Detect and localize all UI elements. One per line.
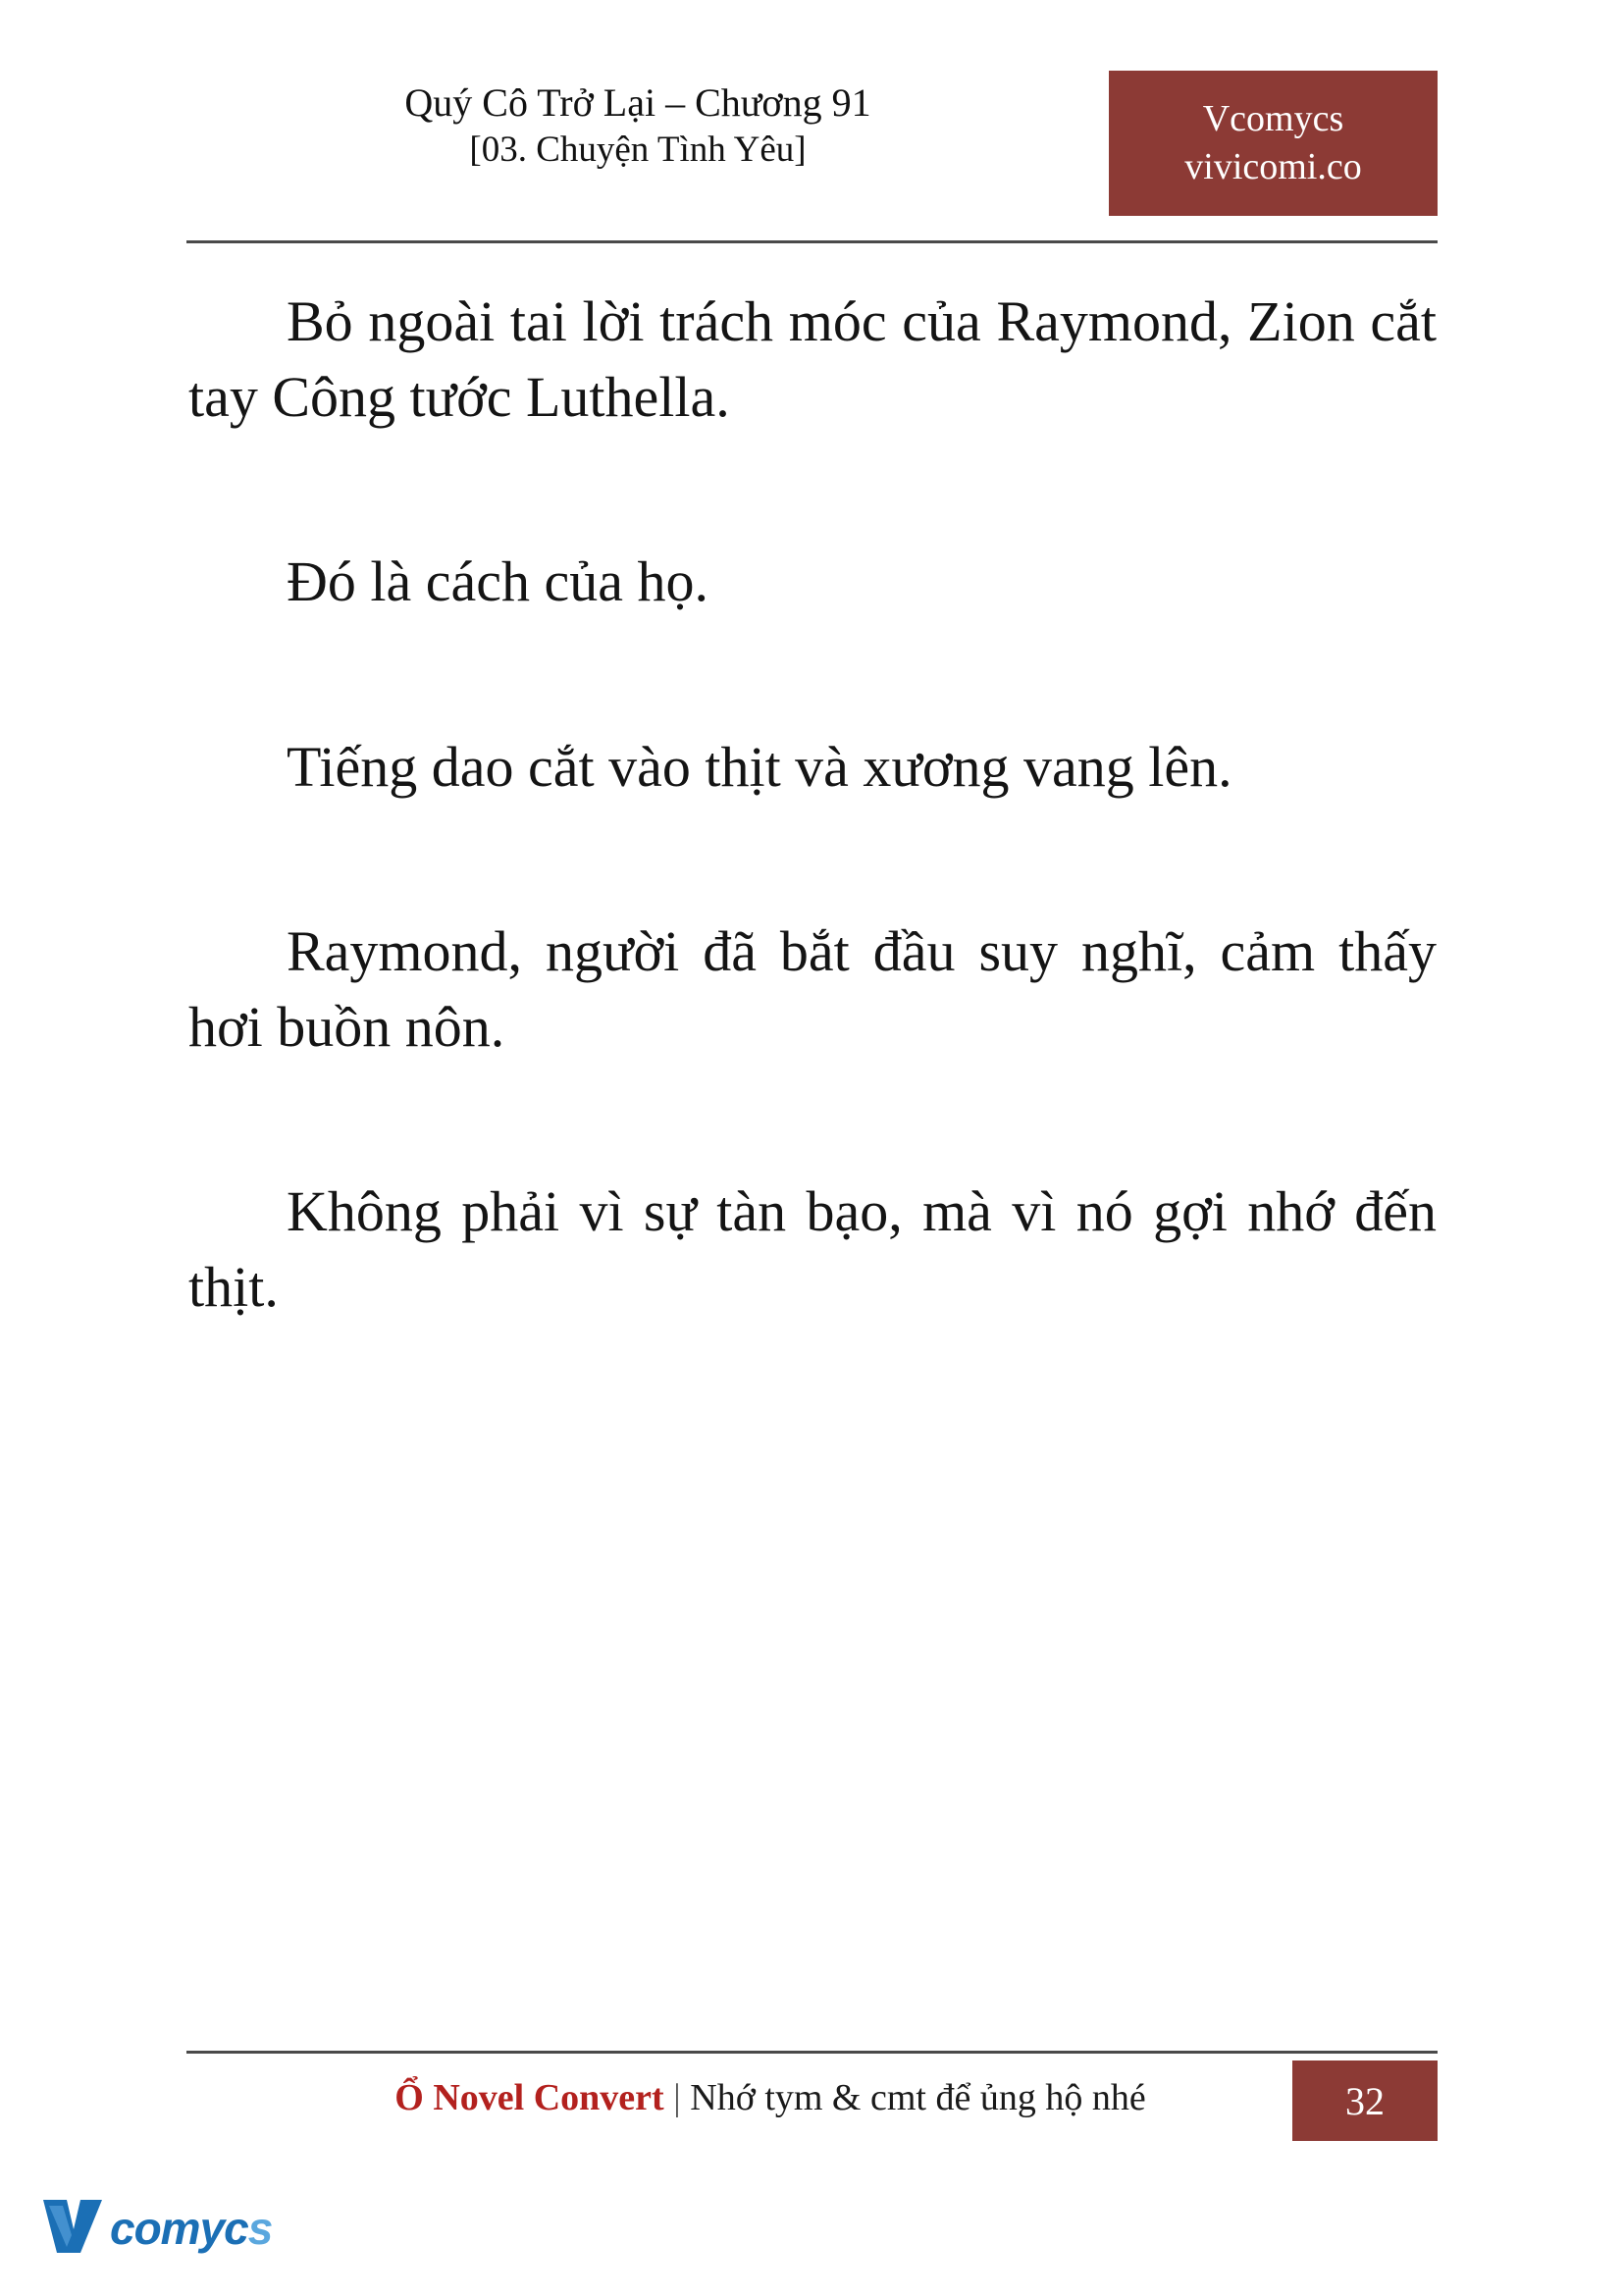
chapter-title (186, 78, 1089, 173)
chapter-title-line1: Quý Cô Trở Lại – Chương 91 (404, 80, 871, 125)
page-content (188, 285, 1437, 1325)
watermark-text-main: comyc (110, 2203, 248, 2254)
page-header (186, 78, 1438, 235)
footer-brand: Ổ Novel Convert (394, 2077, 664, 2118)
footer-separator: | (673, 2077, 681, 2118)
paragraph: Không phải vì sự tàn bạo, mà vì nó gợi nhớ đến thịt. (188, 1179, 1437, 1319)
page-number-badge: 32 (1292, 2060, 1438, 2141)
chapter-title-line2: [03. Chuyện Tình Yêu] (469, 130, 807, 170)
site-badge (1109, 71, 1438, 216)
site-badge-url: vivicomi.co (1184, 146, 1362, 187)
footer-credit (186, 2076, 1354, 2119)
vcomycs-watermark (41, 2185, 272, 2268)
footer-note: Nhớ tym & cmt để ủng hộ nhé (690, 2077, 1146, 2118)
v-logo-icon (41, 2196, 104, 2257)
watermark-text-accent: s (247, 2203, 273, 2254)
site-badge-name: Vcomycs (1202, 97, 1344, 139)
watermark-text (110, 2202, 272, 2255)
paragraph: Bỏ ngoài tai lời trách móc của Raymond, Zion cắt tay Công tước Luthella. (188, 289, 1437, 429)
page-footer (186, 2068, 1438, 2147)
paragraph: Đó là cách của họ. (287, 549, 708, 614)
paragraph: Raymond, người đã bắt đầu suy nghĩ, cảm thấy hơi buồn nôn. (188, 919, 1437, 1059)
paragraph: Tiếng dao cắt vào thịt và xương vang lên. (287, 734, 1232, 799)
footer-divider (186, 2051, 1438, 2054)
header-divider (186, 240, 1438, 243)
